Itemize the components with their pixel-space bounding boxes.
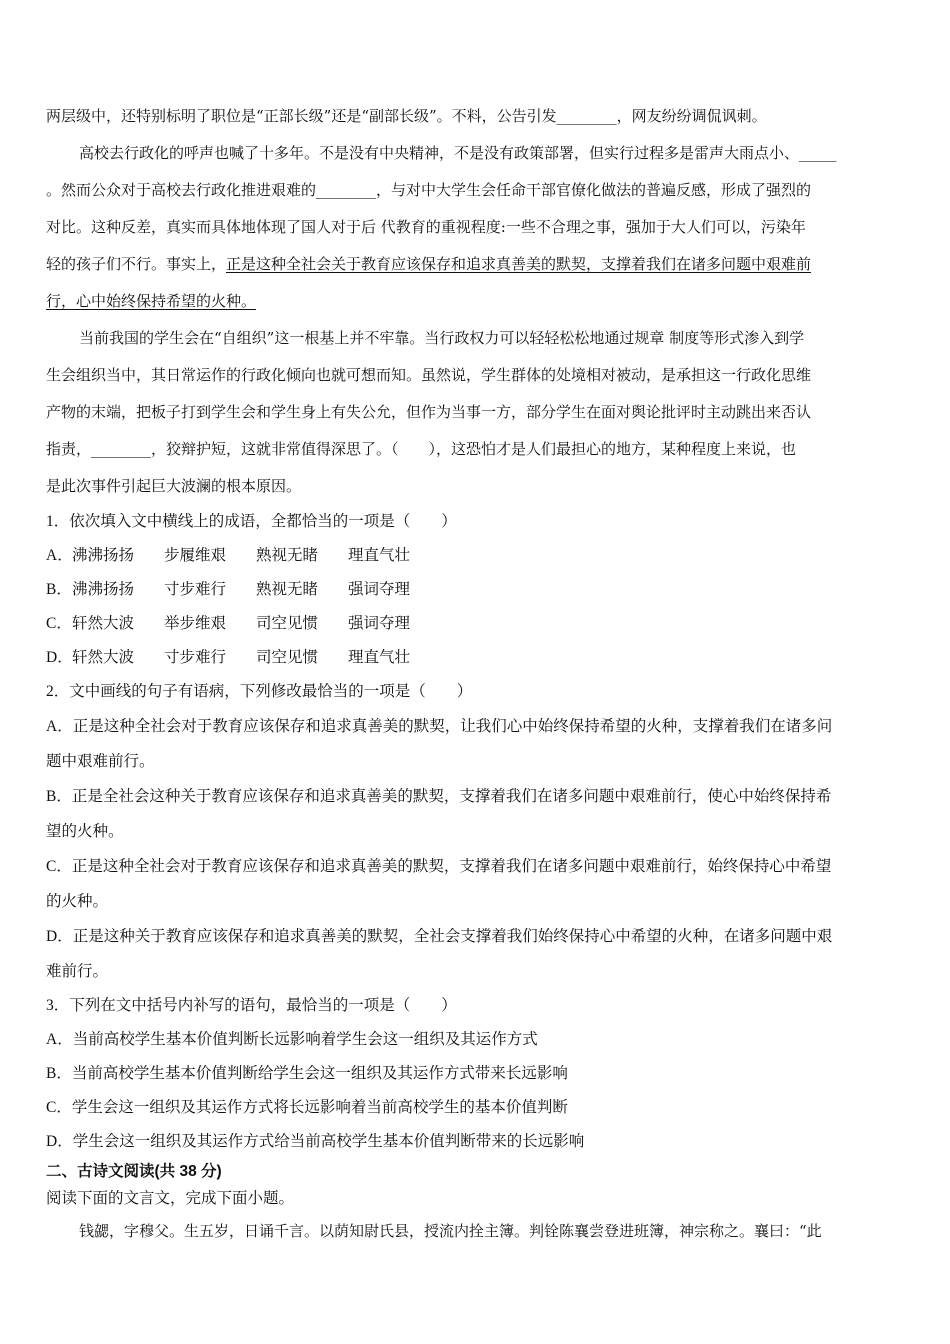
option-line: A．当前高校学生基本价值判断长远影响着学生会这一组织及其运作方式 bbox=[46, 1031, 538, 1048]
option-letter: A． bbox=[46, 547, 73, 564]
option-item: 理直气壮 bbox=[348, 649, 411, 666]
option-line: B．当前高校学生基本价值判断给学生会这一组织及其运作方式带来长远影响 bbox=[46, 1065, 568, 1082]
option-line: 难前行。 bbox=[46, 963, 109, 980]
question-3 bbox=[46, 989, 906, 1159]
option-item: 举步维艰 bbox=[164, 615, 227, 632]
option-line: D．学生会这一组织及其运作方式给当前高校学生基本价值判断带来的长远影响 bbox=[46, 1133, 585, 1150]
option-item: 轩然大波 bbox=[72, 615, 135, 632]
underlined-sentence: 行，心中始终保持希望的火种。 bbox=[46, 292, 257, 310]
option-line: 望的火种。 bbox=[46, 823, 124, 840]
option-row bbox=[46, 607, 906, 641]
option-letter: B． bbox=[46, 581, 72, 598]
section-2 bbox=[46, 1159, 906, 1250]
option-item: 沸沸扬扬 bbox=[72, 547, 135, 564]
underlined-sentence: 正是这种全社会关于教育应该保存和追求真善美的默契，支撑着我们在诸多问题中艰难前 bbox=[226, 255, 812, 273]
option-item: 熟视无睹 bbox=[256, 547, 319, 564]
option-line: 题中艰难前行。 bbox=[46, 753, 155, 770]
question-2 bbox=[46, 675, 906, 989]
option-line: C．学生会这一组织及其运作方式将长远影响着当前高校学生的基本价值判断 bbox=[46, 1099, 568, 1116]
option-item: 寸步难行 bbox=[164, 649, 227, 666]
classical-text-line: 钱勰，字穆父。生五岁，日诵千言。以荫知尉氏县，授流内拴主簿。判铨陈襄尝登进班簿，神宗称之。襄曰：“此 bbox=[79, 1222, 822, 1240]
question-1 bbox=[46, 505, 906, 675]
question-stem: 2．文中画线的句子有语病，下列修改最恰当的一项是（ ） bbox=[46, 683, 473, 700]
option-item: 司空见惯 bbox=[256, 615, 319, 632]
option-line: 的火种。 bbox=[46, 893, 109, 910]
passage bbox=[46, 98, 906, 505]
document-page bbox=[46, 98, 906, 1250]
question-stem: 1．依次填入文中横线上的成语，全都恰当的一项是（ ） bbox=[46, 513, 457, 530]
passage-line: 对比。这种反差，真实而具体地体现了国人对于后 代教育的重视程度:一些不合理之事，强加于大人们可以，污染年 bbox=[46, 218, 806, 236]
option-row bbox=[46, 573, 906, 607]
section-heading: 二、古诗文阅读(共 38 分) bbox=[46, 1163, 222, 1180]
passage-line bbox=[46, 283, 906, 320]
option-item: 轩然大波 bbox=[72, 649, 135, 666]
passage-line bbox=[46, 246, 906, 283]
option-item: 沸沸扬扬 bbox=[72, 581, 135, 598]
passage-line: 生会组织当中，其日常运作的行政化倾向也就可想而知。虽然说，学生群体的处境相对被动，是承担这一行政化思维 bbox=[46, 366, 812, 384]
option-item: 司空见惯 bbox=[256, 649, 319, 666]
option-item: 步履维艰 bbox=[164, 547, 227, 564]
option-line: D．正是这种关于教育应该保存和追求真善美的默契，全社会支撑着我们始终保持心中希望的火种，在诸多问题中艰 bbox=[46, 928, 833, 945]
option-line: C．正是这种全社会对于教育应该保存和追求真善美的默契，支撑着我们在诸多问题中艰难前行，始终保持心中希望 bbox=[46, 858, 832, 875]
option-item: 寸步难行 bbox=[164, 581, 227, 598]
passage-line: 当前我国的学生会在“自组织”这一根基上并不牢靠。当行政权力可以轻轻松松地通过规章 制度等形式渗入到学 bbox=[79, 329, 805, 347]
option-line: B．正是全社会这种关于教育应该保存和追求真善美的默契，支撑着我们在诸多问题中艰难前行，使心中始终保持希 bbox=[46, 788, 832, 805]
option-line: A．正是这种全社会对于教育应该保存和追求真善美的默契，让我们心中始终保持希望的火种，支撑着我们在诸多问 bbox=[46, 718, 833, 735]
option-letter: D． bbox=[46, 649, 73, 666]
passage-line: 高校去行政化的呼声也喊了十多年。不是没有中央精神，不是没有政策部署，但实行过程多是雷声大雨点小、_____ bbox=[79, 144, 837, 162]
option-item: 熟视无睹 bbox=[256, 581, 319, 598]
passage-line: 是此次事件引起巨大波澜的根本原因。 bbox=[46, 477, 302, 495]
question-stem: 3．下列在文中括号内补写的语句，最恰当的一项是（ ） bbox=[46, 997, 457, 1014]
option-item: 强词夺理 bbox=[348, 615, 411, 632]
passage-line: 两层级中，还特别标明了职位是“正部长级”还是“副部长级”。不料，公告引发________，网友纷纷调侃讽刺。 bbox=[46, 107, 767, 125]
option-row bbox=[46, 539, 906, 573]
option-item: 强词夺理 bbox=[348, 581, 411, 598]
option-item: 理直气壮 bbox=[348, 547, 411, 564]
passage-text: 轻的孩子们不行。事实上， bbox=[46, 255, 227, 273]
passage-line: 产物的末端，把板子打到学生会和学生身上有失公允，但作为当事一方，部分学生在面对舆论批评时主动跳出来否认 bbox=[46, 403, 812, 421]
passage-line: 指责，________，狡辩护短，这就非常值得深思了。（ ），这恐怕才是人们最担心的地方，某种程度上来说，也 bbox=[46, 440, 797, 458]
option-row bbox=[46, 641, 906, 675]
option-letter: C． bbox=[46, 615, 72, 632]
section-instruction: 阅读下面的文言文，完成下面小题。 bbox=[46, 1190, 295, 1207]
passage-line: 。然而公众对于高校去行政化推进艰难的________，与对中大学生会任命干部官僚化做法的普遍反感，形成了强烈的 bbox=[46, 181, 812, 199]
